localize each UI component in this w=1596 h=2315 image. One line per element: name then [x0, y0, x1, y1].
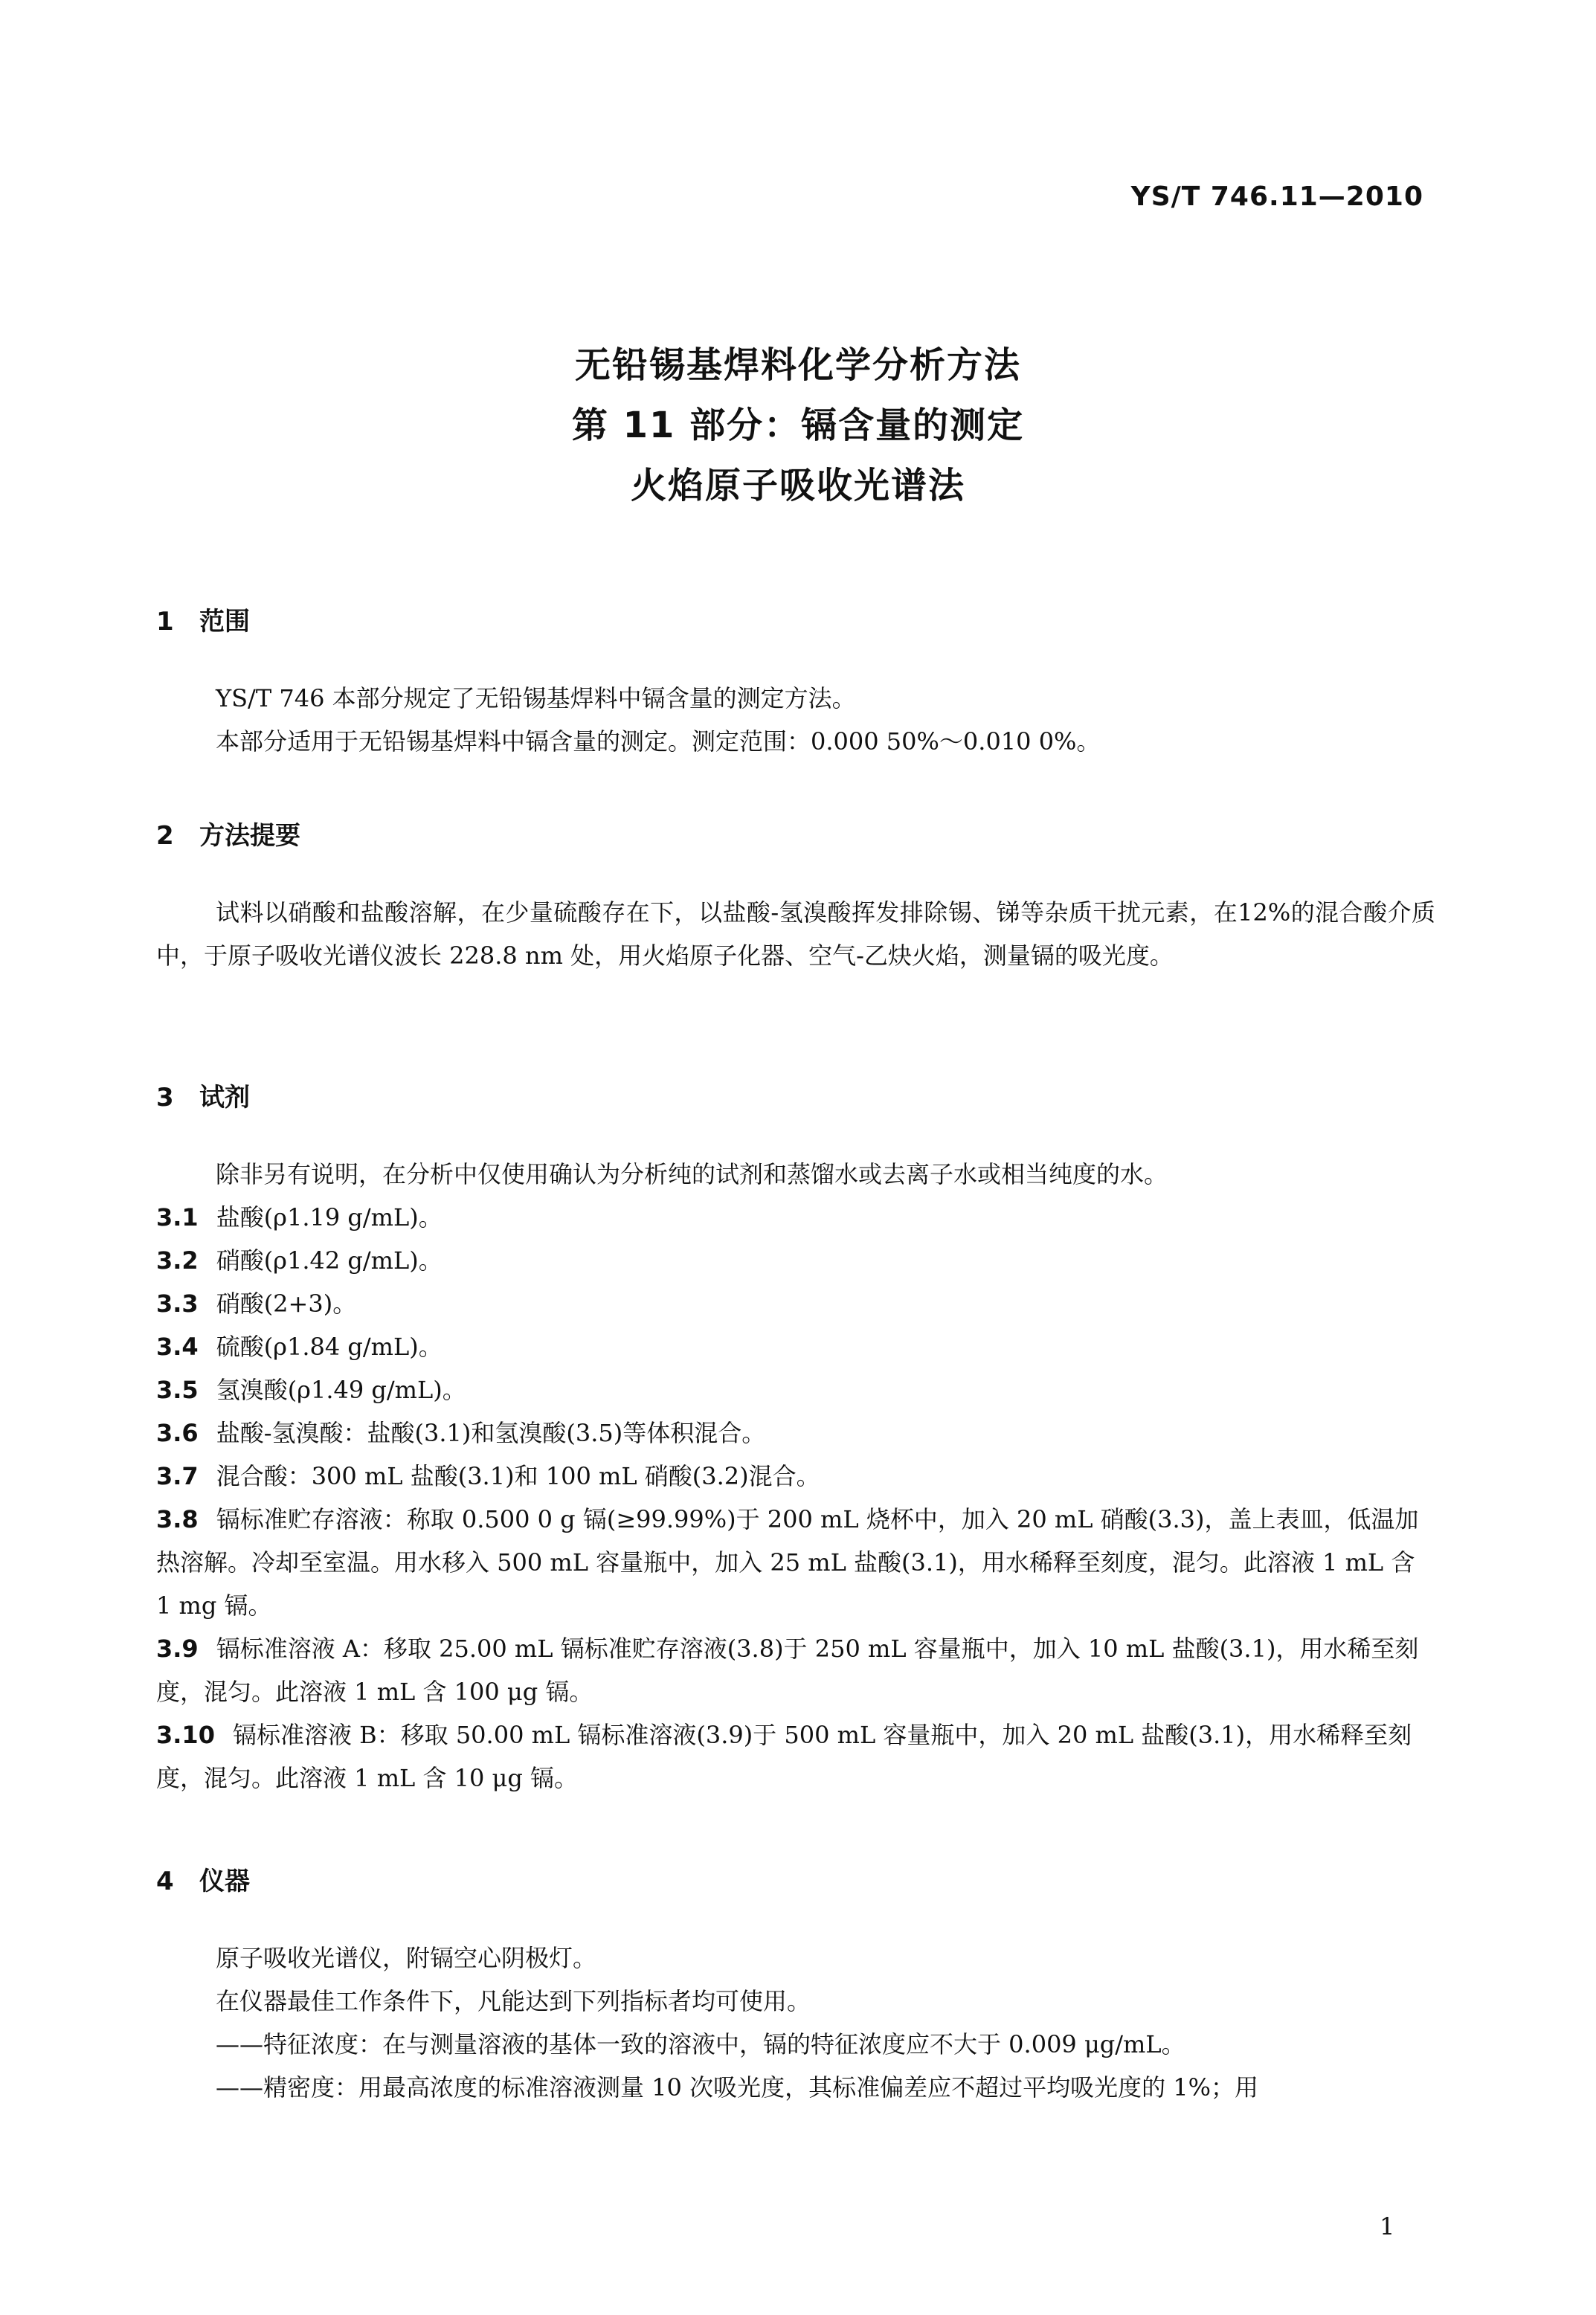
section-1-heading: [156, 601, 250, 637]
title-line-3: 火焰原子吸收光谱法: [630, 465, 965, 506]
section-title: 仪器: [199, 1867, 250, 1896]
section-title: 范围: [199, 607, 250, 637]
section-2-heading: [156, 815, 300, 851]
section-3-heading: [156, 1077, 250, 1113]
reagent-item: 3.3 硝酸(2+3)。: [156, 1289, 357, 1318]
section-number: 4: [156, 1867, 174, 1896]
page-number: 1: [1380, 2212, 1395, 2241]
reagent-item: 3.8 镉标准贮存溶液：称取 0.500 0 g 镉(≥99.99%)于 200 mL 烧杯中，加入 20 mL 硝酸(3.3)，盖上表皿，低温加热溶解。冷却至室温。用水移入 500 mL 容量瓶中，加入 25 mL 盐酸(3.1)，用水稀释至刻度，混匀。此溶液 1 mL 含 1 mg 镉。: [156, 1505, 1419, 1620]
section-4-para-1: 原子吸收光谱仪，附镉空心阴极灯。: [216, 1944, 597, 1972]
reagent-item: 3.1 盐酸(ρ1.19 g/mL)。: [156, 1203, 443, 1231]
section-number: 2: [156, 821, 174, 851]
standard-code: YS/T 746.11—2010: [1130, 181, 1423, 212]
section-title: 试剂: [199, 1083, 250, 1113]
reagent-item: 3.6 盐酸-氢溴酸：盐酸(3.1)和氢溴酸(3.5)等体积混合。: [156, 1419, 766, 1447]
section-3-intro: 除非另有说明，在分析中仅使用确认为分析纯的试剂和蒸馏水或去离子水或相当纯度的水。: [216, 1160, 1168, 1188]
section-4-heading: [156, 1861, 250, 1897]
reagent-item: 3.2 硝酸(ρ1.42 g/mL)。: [156, 1246, 443, 1275]
section-1-para-1: YS/T 746 本部分规定了无铅锡基焊料中镉含量的测定方法。: [216, 684, 856, 712]
section-number: 1: [156, 607, 174, 637]
section-4-para-2: 在仪器最佳工作条件下，凡能达到下列指标者均可使用。: [216, 1987, 811, 2015]
reagent-item: 3.10 镉标准溶液 B：移取 50.00 mL 镉标准溶液(3.9)于 500 mL 容量瓶中，加入 20 mL 盐酸(3.1)，用水稀释至刻度，混匀。此溶液 1 mL 含 10 μg 镉。: [156, 1721, 1412, 1792]
section-1-para-2: 本部分适用于无铅锡基焊料中镉含量的测定。测定范围：0.000 50%～0.010 0%。: [216, 727, 1101, 756]
section-number: 3: [156, 1083, 174, 1113]
section-2-para: 试料以硝酸和盐酸溶解，在少量硫酸存在下，以盐酸-氢溴酸挥发排除锡、锑等杂质干扰元素，在12%的混合酸介质中，于原子吸收光谱仪波长 228.8 nm 处，用火焰原子化器、空气-乙炔火焰，测量镉的吸光度。: [156, 898, 1435, 970]
reagent-item: 3.5 氢溴酸(ρ1.49 g/mL)。: [156, 1376, 466, 1404]
reagent-item: 3.7 混合酸：300 mL 盐酸(3.1)和 100 mL 硝酸(3.2)混合。: [156, 1462, 820, 1490]
section-4-para-4: ——精密度：用最高浓度的标准溶液测量 10 次吸光度，其标准偏差应不超过平均吸光度的 1%；用: [216, 2073, 1259, 2102]
reagent-item: 3.9 镉标准溶液 A：移取 25.00 mL 镉标准贮存溶液(3.8)于 250 mL 容量瓶中，加入 10 mL 盐酸(3.1)，用水稀至刻度，混匀。此溶液 1 mL 含 100 μg 镉。: [156, 1635, 1419, 1706]
title-line-1: 无铅锡基焊料化学分析方法: [574, 344, 1021, 386]
section-title: 方法提要: [199, 821, 300, 851]
reagent-item: 3.4 硫酸(ρ1.84 g/mL)。: [156, 1333, 443, 1361]
section-4-para-3: ——特征浓度：在与测量溶液的基体一致的溶液中，镉的特征浓度应不大于 0.009 μg/mL。: [216, 2030, 1185, 2058]
title-line-2: 第 11 部分：镉含量的测定: [571, 405, 1025, 446]
